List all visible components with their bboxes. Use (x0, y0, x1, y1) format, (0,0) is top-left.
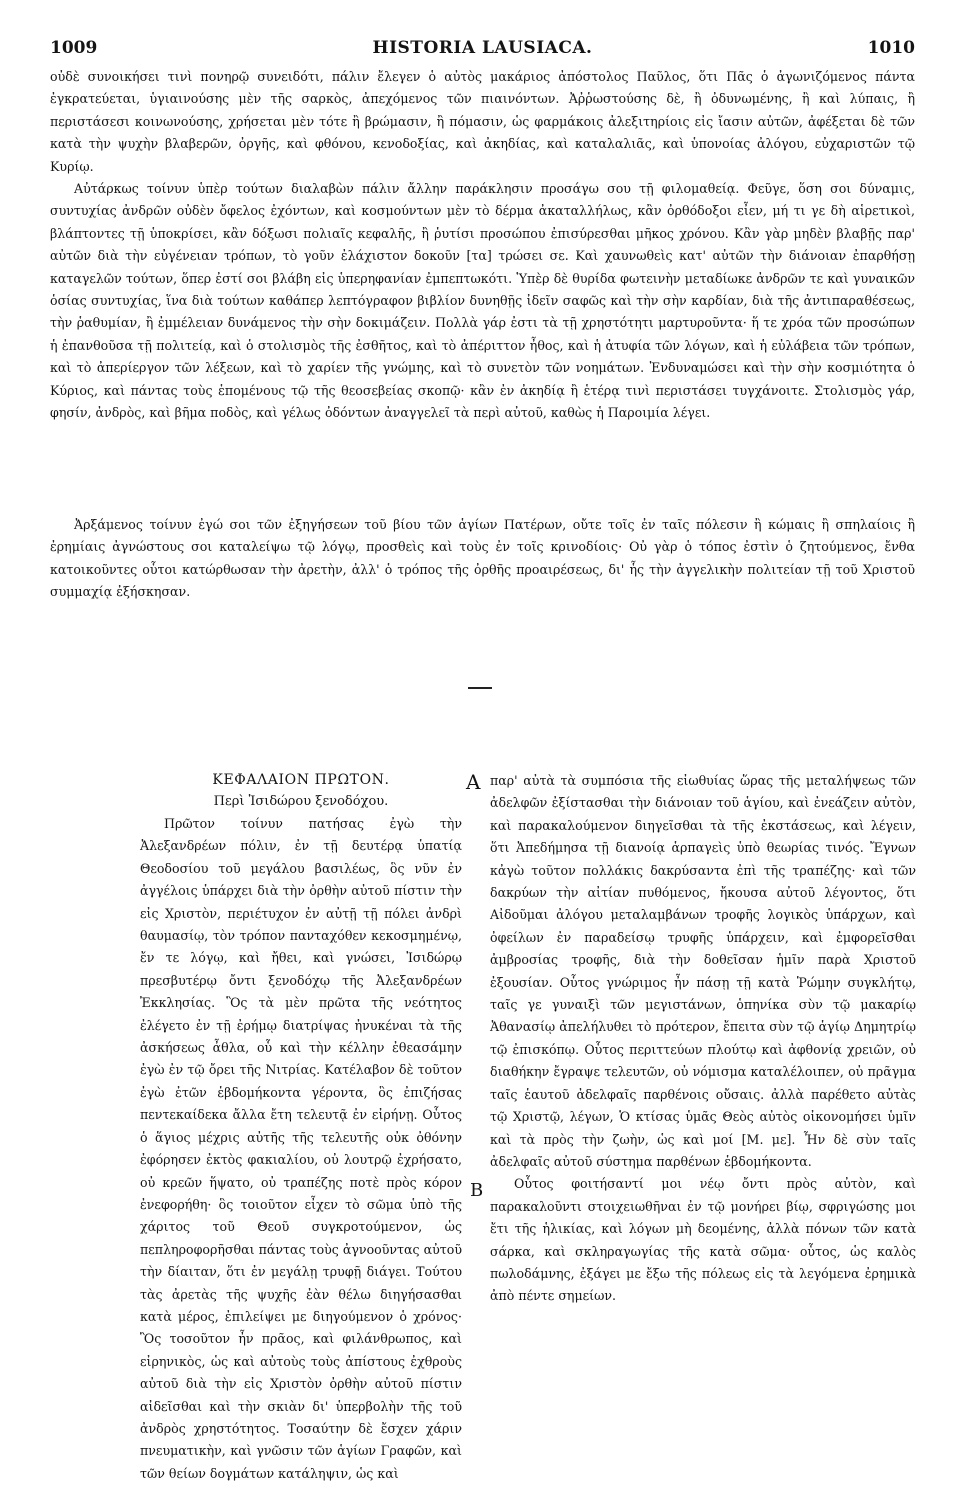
paragraph-2 (50, 178, 915, 424)
page-number-left: 1009 (50, 38, 98, 58)
paragraph-1-text: οὐδὲ συνοικήσει τινὶ πονηρῷ συνειδότι, πάλιν ἔλεγεν ὁ αὐτὸς μακάριος ἀπόστολος Παῦλος, ὅτι Πᾶς ὁ ἀγωνιζόμενος πάντα ἐγκρατεύεται, ὑγιαινούσης μὲν τῆς σαρκὸς, ἀπεχόμενος τῶν πιαινόντων. Ἀῤῥωστούσης δὲ, ἢ ὀδυνωμένης, ἢ καὶ λύπαις, ἢ περιστάσεσι κοινωνούσης, χρήσεται μὲν τότε ἢ βρώμασιν, ἢ πόμασιν, ὡς φαρμάκοις ἀλεξιτηρίοις εἰς ἴασιν αὐτῶν, ἀφέξεται δὲ τῶν κατὰ τὴν ψυχὴν βλαβερῶν, ὀργῆς, καὶ φθόνου, κενοδοξίας, καὶ ἀκηδίας, καὶ καταλαλιᾶς, καὶ ὑπονοίας ἀλόγου, εὐχαριστῶν τῷ Κυρίῳ. (50, 69, 915, 174)
right-column-text-1: παρ' αὐτὰ τὰ συμπόσια τῆς εἰωθυίας ὥρας τῆς μεταλήψεως τῶν ἀδελφῶν ἐξίστασθαι τὴν διάνοιαν τοῦ ἁγίου, καὶ ἐνεάζειν αὐτὸν, καὶ παρακαλούμενον διηγεῖσθαι τὰ τῆς ἐκστάσεως, καὶ λέγειν, ὅτι Ἀπεδήμησα τῇ διανοίᾳ ἁρπαγεὶς ὑπὸ θεωρίας τινός. Ἔγνων κἀγὼ τοῦτον πολλάκις δακρύσαντα ἐπὶ τῆς τραπέζης· καὶ τῶν δακρύων τὴν αἰτίαν πυθόμενος, ἤκουσα αὐτοῦ λέγοντος, ὅτι Αἰδοῦμαι ἀλόγου μεταλαμβάνων τροφῆς λογικὸς ὑπάρχων, καὶ ὀφείλων ἐν παραδείσῳ τρυφῆς ὑπάρχειν, καὶ ἐμφορεῖσθαι ἀμβροσίας τροφῆς, διὰ τὴν δοθεῖσαν ἡμῖν παρὰ Χριστοῦ ἐξουσίαν. Οὗτος γνώριμος ἦν πάσῃ τῇ κατὰ Ῥώμην συγκλήτῳ, ταῖς γε γυναιξὶ τῶν μεγιστάνων, ὁπηνίκα σὺν τῷ μακαρίῳ Ἀθανασίῳ ἀπελήλυθει τὸ πρότερον, ἔπειτα σὺν τῷ ἁγίῳ Δημητρίῳ τῷ ἐπισκόπῳ. Οὗτος περιττεύων πλούτῳ καὶ ἀφθονίᾳ χρειῶν, οὐ διαθήκην ἔγραψε τελευτῶν, οὐ νόμισμα καταλέλοιπεν, οὐ πρᾶγμα ταῖς ἑαυτοῦ ἀδελφαῖς παρθένοις οὔσαις. ἀλλὰ παρέθετο αὐτὰς τῷ Χριστῷ, λέγων, Ὁ κτίσας ὑμᾶς Θεὸς αὐτὸς οἰκονομήσει ὑμῖν καὶ τὰ πρὸς τὴν ζωὴν, ὡς καὶ μοί [Μ. με]. Ἦν δὲ σὺν ταῖς ἀδελφαῖς αὐτοῦ σύστημα παρθένων ἑβδομήκοντα. (490, 773, 916, 1169)
paragraph-3 (50, 514, 915, 604)
chapter-title: ΚΕΦΑΛΑΙΟΝ ΠΡΩΤΟΝ. (212, 772, 390, 788)
paragraph-3-text: Ἀρξάμενος τοίνυν ἐγώ σοι τῶν ἐξηγήσεων τοῦ βίου τῶν ἁγίων Πατέρων, οὔτε τοῖς ἐν ταῖς πόλεσιν ἢ κώμαις ἢ σπηλαίοις ἢ ἐρημίαις ἀγνώστους σοι καταλείψω τῷ λόγῳ, προσθεὶς καὶ τοὺς ἐν τοῖς κρινοδίοις· Οὐ γὰρ ὁ τόπος ἐστὶν ὁ ζητούμενος, ἔνθα κατοικοῦντες οὗτοι κατώρθωσαν τὴν ἀρετὴν, ἀλλ' ὁ τρόπος τῆς ὀρθῆς προαιρέσεως, δι' ἧς τὴν ἀγγελικὴν πολιτείαν τῇ τοῦ Χριστοῦ συμμαχίᾳ ἐξήσκησαν. (50, 517, 915, 600)
left-column-text: Πρῶτον τοίνυν πατήσας ἐγὼ τὴν Ἀλεξανδρέων πόλιν, ἐν τῇ δευτέρᾳ ὑπατίᾳ Θεοδοσίου τοῦ μεγάλου βασιλέως, ὃς νῦν ἐν ἀγγέλοις ὑπάρχει διὰ τὴν ὀρθὴν αὐτοῦ πίστιν τὴν εἰς Χριστὸν, περιέτυχον ἐν αὐτῇ τῇ πόλει ἀνδρὶ θαυμασίῳ, τὸν τρόπον πανταχόθεν κεκοσμημένῳ, ἔν τε λόγῳ, καὶ ἤθει, καὶ γνώσει, Ἰσιδώρῳ πρεσβυτέρῳ ὄντι ξενοδόχῳ τῆς Ἀλεξανδρέων Ἐκκλησίας. Ὃς τὰ μὲν πρῶτα τῆς νεότητος ἐλέγετο ἐν τῇ ἐρήμῳ διατρίψας ἠνυκέναι τὰ τῆς ἀσκήσεως ἆθλα, οὗ καὶ τὴν κέλλην ἐθεασάμην ἐγὼ ἐν τῷ ὄρει τῆς Νιτρίας. Κατέλαβον δὲ τοῦτον ἐγὼ ἐτῶν ἑβδομήκοντα γέροντα, ὃς ἐπιζήσας πεντεκαίδεκα ἄλλα ἔτη τελευτᾷ ἐν εἰρήνῃ. Οὗτος ὁ ἅγιος μέχρις αὐτῆς τῆς τελευτῆς οὐκ ὀθόνην ἐφόρησεν ἐκτὸς φακιαλίου, οὐ λουτρῷ ἐχρήσατο, οὐ κρεῶν ἥψατο, οὐ τραπέζης ποτὲ πρὸς κόρον ἐνεφορήθη· ὃς τοιοῦτον εἶχεν τὸ σῶμα ὑπὸ τῆς χάριτος τοῦ Θεοῦ συγκροτούμενον, ὡς πεπληροφορῆσθαι πάντας τοὺς ἀγνοοῦντας αὐτοῦ τὴν δίαιταν, ὅτι ἐν μεγάλῃ τρυφῇ διάγει. Τούτου τὰς ἀρετὰς τῆς ψυχῆς ἐὰν θέλω διηγήσασθαι κατὰ μέρος, ἐπιλείψει με διηγούμενον ὁ χρόνος· Ὃς τοσοῦτον ἦν πρᾶος, καὶ φιλάνθρωπος, καὶ εἰρηνικὸς, ὡς καὶ αὐτοὺς τοὺς ἀπίστους ἐχθροὺς αὐτοῦ διὰ τὴν εἰς Χριστὸν ὀρθὴν αὐτοῦ πίστιν αἰδεῖσθαι καὶ τὴν σκιὰν δι' ὑπερβολὴν τῆς τοῦ ἀνδρὸς χρηστότητος. Τοσαύτην δὲ ἔσχεν χάριν πνευματικὴν, καὶ γνῶσιν τῶν ἁγίων Γραφῶν, καὶ τῶν θείων δογμάτων κατάληψιν, ὡς καὶ (140, 816, 462, 1481)
right-column-text-2: Οὗτος φοιτήσαντί μοι νέῳ ὄντι πρὸς αὐτὸν, καὶ παρακαλοῦντι στοιχειωθῆναι ἐν τῷ μονήρει βίῳ, σφριγώσης μοι ἔτι τῆς ἡλικίας, καὶ λόγων μὴ δεομένης, ἀλλὰ πόνων τῶν κατὰ σάρκα, καὶ σκληραγωγίας τῆς κατὰ σῶμα· οὗτος, ὡς καλὸς πωλοδάμνης, ἐξάγει με ἔξω τῆς πόλεως εἰς τὰ λεγόμενα ἐρημικὰ ἀπὸ πέντε σημείων. (490, 1176, 916, 1304)
page-number-right: 1010 (867, 38, 915, 58)
running-title: HISTORIA LAUSIACA. (372, 38, 593, 58)
left-column (140, 769, 462, 1485)
margin-marker-a: A (466, 770, 481, 794)
paragraph-1 (50, 66, 915, 178)
paragraph-2-text: Αὐτάρκως τοίνυν ὑπὲρ τούτων διαλαβὼν πάλιν ἄλλην παράκλησιν προσάγω σου τῇ φιλομαθείᾳ. Φεῦγε, ὅση σοι δύναμις, συντυχίας ἀνδρῶν οὐδὲν ὄφελος ἐχόντων, καὶ κοσμούντων μὲν τὸ δέρμα ἀκαταλλήλως, κἂν ὀρθόδοξοι εἶεν, μή τι γε δὴ αἱρετικοὶ, βλάπτοντες τῇ ὑποκρίσει, κἂν δόξωσι πολιαῖς κεφαλῆς, ἢ ῥυτίσι προσώπου ἐπισύρεσθαι μῆκος χρόνου. Κἂν γὰρ μηδὲν βλαβῇς παρ' αὐτῶν διὰ τὴν εὐγένειαν τρόπων, τὸ γοῦν ἐλάχιστον δοκοῦν [τα] τρώσει σε. Καὶ χαυνωθεὶς κατ' αὐτῶν τὴν διάνοιαν ἐπαρθήσῃ καταγελῶν τούτων, ὅπερ ἐστί σοι βλάβη εἰς ὑπερηφανίαν ἐμπεπτωκότι. Ὑπὲρ δὲ θυρίδα φωτεινὴν μεταδίωκε ἀνδρῶν τε καὶ γυναικῶν ὁσίας συντυχίας, ἵνα διὰ τούτων καθάπερ λεπτόγραφον βιβλίον δυνηθῇς ἰδεῖν σαφῶς καὶ τὴν σὴν καρδίαν, διὰ τῆς ἀντιπαραθέσεως, τὴν ῥαθυμίαν, ἢ ἐμμέλειαν δυνάμενος τὴν σὴν δοκιμάζειν. Πολλὰ γάρ ἐστι τὰ τῇ χρηστότητι μαρτυροῦντα· ἥ τε χρόα τῶν προσώπων ἡ ἐπανθοῦσα τῇ πολιτείᾳ, καὶ ὁ στολισμὸς τῆς ἐσθῆτος, καὶ τὸ ἀπέριττον ἦθος, καὶ ἡ ἀτυφία τῶν λόγων, καὶ ἡ εὐλάβεια τῶν τρόπων, καὶ τὸ ἀπερίεργον τῶν λέξεων, καὶ τὸ χαρίεν τῆς γνώμης, καὶ τὸ συνετὸν τῶν νοημάτων. Ἐνδυναμώσει καὶ τὴν σὴν κοσμιότητα ὁ Κύριος, καὶ πάντας τοὺς ἑπομένους τῷ τῆς θεοσεβείας σκοπῷ· κἂν ἐν ἀκηδίᾳ ἢ ἑτέρᾳ τινὶ περιστάσει τυγχάνοιτε. Στολισμὸς γάρ, φησίν, ἀνδρὸς, καὶ βῆμα ποδὸς, καὶ γέλως ὀδόντων ἀναγγελεῖ τὰ περὶ αὐτοῦ, καθὼς ἡ Παροιμία λέγει. (50, 181, 915, 421)
right-column (490, 770, 916, 1308)
chapter-subtitle: Περὶ Ἰσιδώρου ξενοδόχου. (213, 794, 389, 809)
section-separator (468, 687, 492, 689)
running-header (50, 38, 915, 60)
margin-marker-b: B (470, 1180, 484, 1201)
